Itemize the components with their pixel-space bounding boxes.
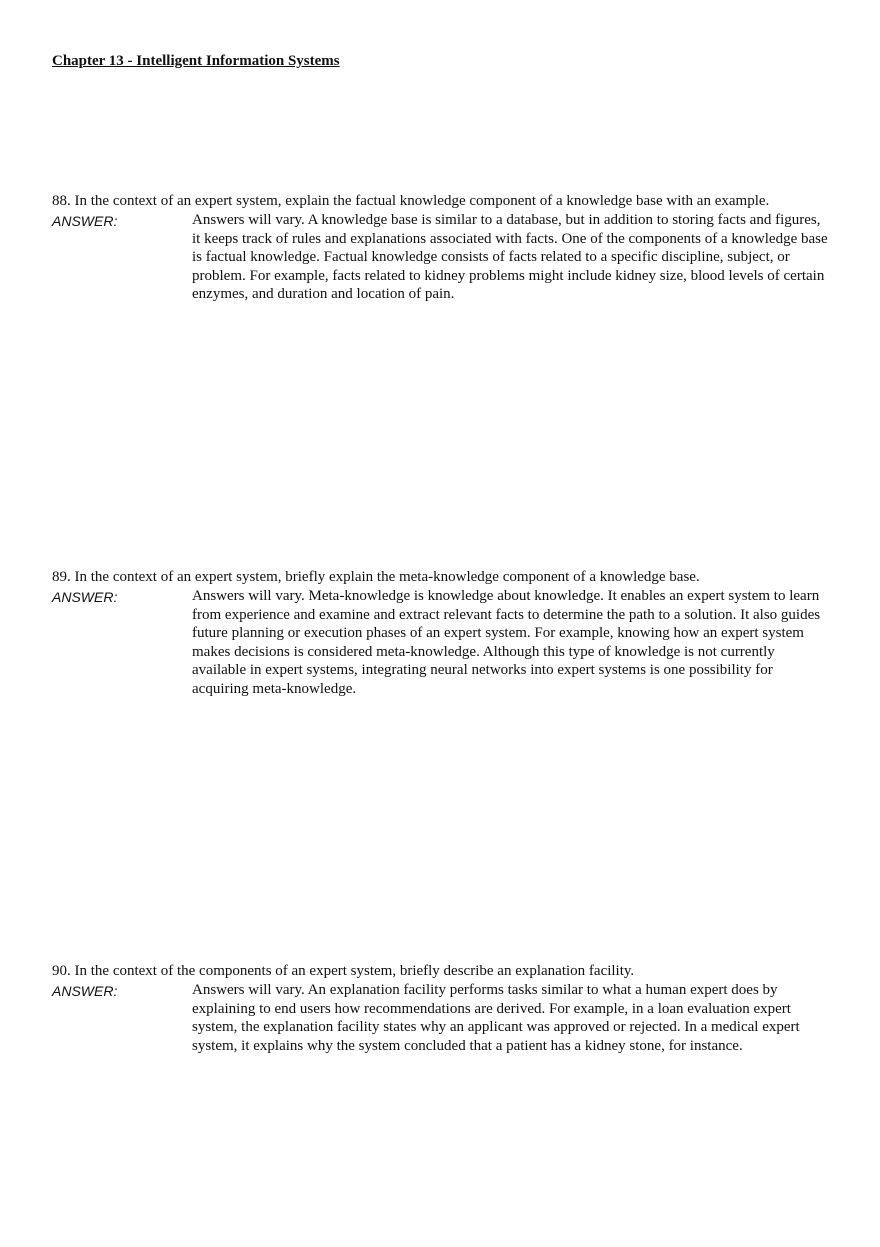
answer-88-row xyxy=(52,211,832,304)
answer-88-text: Answers will vary. A knowledge base is similar to a database, but in addition to storing facts and figures, it keeps track of rules and explanations associated with facts. One of the components of a knowledge base is factual knowledge. Factual knowledge consists of facts related to a specific discipline, subject, or problem. For example, facts related to kidney problems might include kidney size, blood levels of certain enzymes, and duration and location of pain. xyxy=(192,212,828,302)
question-89-block xyxy=(52,568,832,698)
chapter-title: Chapter 13 - Intelligent Information Systems xyxy=(52,53,340,69)
answer-90-row xyxy=(52,981,832,1055)
question-90-block xyxy=(52,962,832,1055)
question-88-block xyxy=(52,192,832,304)
answer-89-text: Answers will vary. Meta-knowledge is knowledge about knowledge. It enables an expert system to learn from experience and examine and extract relevant facts to determine the path to a solution. It also guides future planning or execution phases of an expert system. For example, knowing how an expert system makes decisions is considered meta-knowledge. Although this type of knowledge is not currently available in expert systems, integrating neural networks into expert systems is one possibility for acquiring meta-knowledge. xyxy=(192,588,821,697)
answer-90-text: Answers will vary. An explanation facility performs tasks similar to what a human expert does by explaining to end users how recommendations are derived. For example, in a loan evaluation expert system, the explanation facility states why an applicant was approved or rejected. In a medical expert system, it explains why the system concluded that a patient has a kidney stone, for instance. xyxy=(192,982,800,1054)
answer-88-label: ANSWER: xyxy=(52,213,118,229)
question-89-text: 89. In the context of an expert system, briefly explain the meta-knowledge component of a knowledge base. xyxy=(52,569,700,585)
answer-89-label: ANSWER: xyxy=(52,589,118,605)
question-88-text: 88. In the context of an expert system, explain the factual knowledge component of a knowledge base with an example. xyxy=(52,193,770,209)
answer-89-row xyxy=(52,587,832,698)
question-90-text: 90. In the context of the components of an expert system, briefly describe an explanation facility. xyxy=(52,963,635,979)
answer-90-label: ANSWER: xyxy=(52,983,118,999)
